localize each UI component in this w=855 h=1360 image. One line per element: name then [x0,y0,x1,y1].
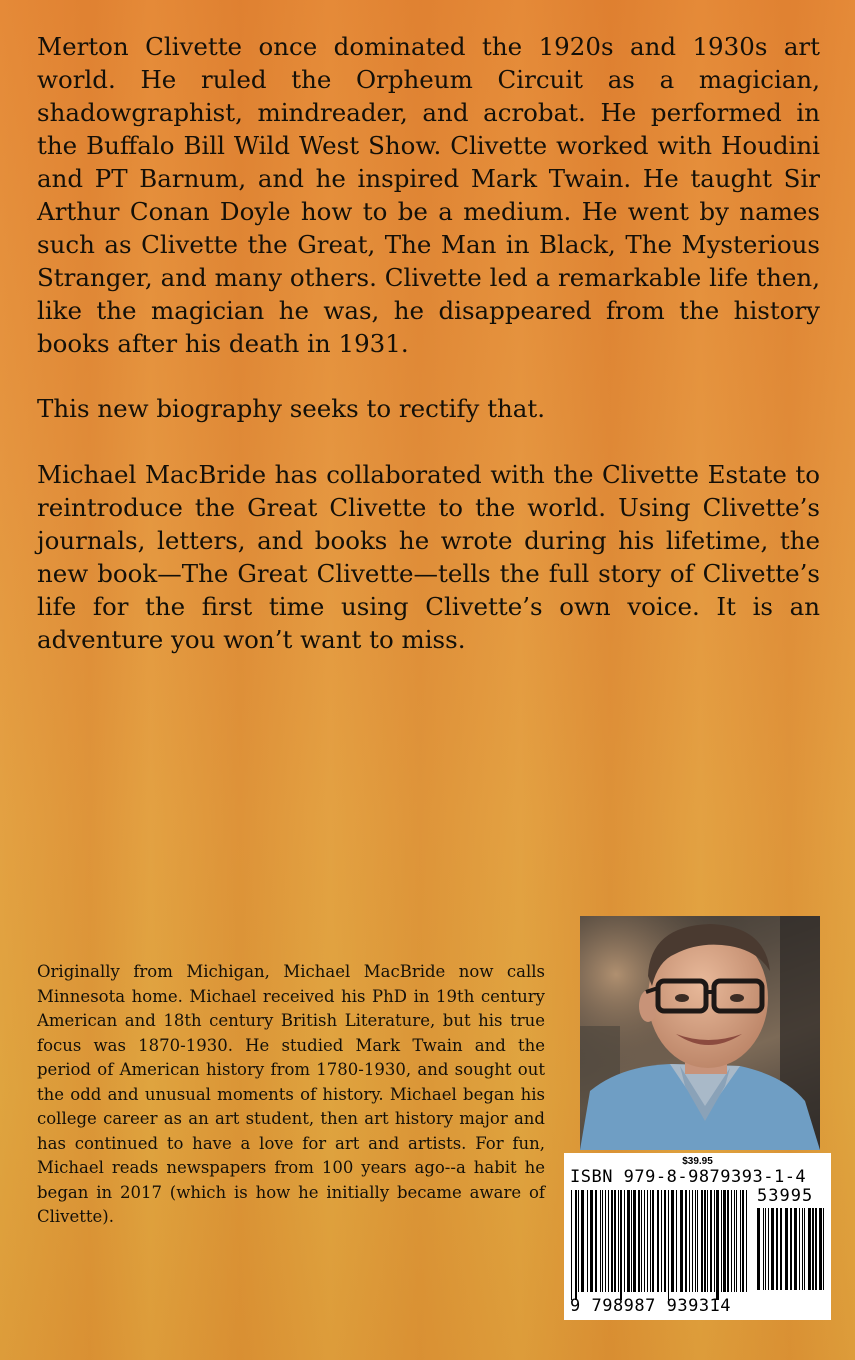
barcode-bar [627,1190,630,1292]
barcode-bar [727,1190,729,1292]
barcode-bar [794,1208,797,1290]
barcode-bar [689,1190,690,1292]
barcode-bar [710,1190,712,1292]
barcode-bar [638,1190,640,1292]
barcode-bar [587,1190,588,1292]
barcode-bar [657,1190,659,1292]
barcode-bar [620,1190,622,1300]
author-bio: Originally from Michigan, Michael MacBride now calls Minnesota home. Michael received his PhD in 19th century American and 18th century British Literature, but his true focus was 1870-1930. He studied Mark Twain and the period of American history from 1780-1930, and sought out the odd and unusual moments of history. Michael began his college career as an art student, then art history major and has continued to have a love for art and artists. For fun, Michael reads newspapers from 100 years ago--a habit he began in 2017 (which is how he initially became aware of Clivette). [37,962,545,1226]
barcode-bar [734,1190,735,1292]
barcode-bar [650,1190,651,1292]
barcode-bar [692,1190,693,1292]
barcode-bar [647,1190,648,1292]
barcode-bar [641,1190,642,1292]
barcode-bar [633,1190,636,1292]
barcode-bar [771,1208,774,1290]
barcode-bar [618,1190,619,1292]
barcode-bar [707,1190,708,1292]
barcode-bar [611,1190,613,1292]
barcode-bar [695,1190,696,1292]
barcode-bar [802,1208,803,1290]
barcode-bar [746,1190,747,1292]
barcode-bar [808,1208,811,1290]
blurb-paragraph-1: Merton Clivette once dominated the 1920s and 1930s art world. He ruled the Orpheum Circuit as a magician, shadowgraphist, mindreader, and acrobat. He performed in the Buffalo Bill Wild West Show. Clivette worked with Houdini and PT Barnum, and he inspired Mark Twain. He taught Sir Arthur Conan Doyle how to be a medium. He went by names such as Clivette the Great, The Man in Black, The Mysterious Stranger, and many others. Clivette led a remarkable life then, like the magician he was, he disappeared from the history books after his death in 1931. [37,32,820,358]
barcode-bar [736,1190,737,1292]
barcode-bar [697,1190,698,1292]
isbn-barcode [564,1153,831,1320]
barcode-bar [671,1190,674,1292]
barcode-bar [765,1208,766,1290]
barcode-bar [721,1190,722,1292]
barcode-bar [776,1208,778,1290]
barcode-bar [799,1208,800,1290]
author-portrait-illustration [580,916,820,1150]
barcode-bar [823,1208,824,1290]
barcode-bar [785,1208,788,1290]
ean-barcode-bars [571,1190,747,1300]
barcode-bar [701,1190,703,1292]
barcode-bar [652,1190,654,1292]
barcode-bar [590,1190,593,1292]
barcode-bar [819,1208,822,1290]
barcode-bar [812,1208,814,1290]
barcode-bar [685,1190,687,1292]
barcode-bar [631,1190,632,1292]
barcode-bar [578,1190,579,1292]
barcode-bar [742,1190,744,1292]
price-label: $39.95 [682,1156,713,1167]
barcode-bar [614,1190,616,1292]
barcode-bar [664,1190,666,1292]
barcode-bar [605,1190,606,1292]
barcode-bar [595,1190,597,1292]
barcode-bar [644,1190,645,1292]
blurb-paragraph-2: This new biography seeks to rectify that. [37,394,546,423]
blurb-paragraph-3: Michael MacBride has collaborated with the Clivette Estate to reintroduce the Great Clivette to the world. Using Clivette’s journals, letters, and books he wrote during his lifetime, the new book—The Great Clivette—tells the full story of Clivette’s life for the first time using Clivette’s own voice. It is an adventure you won’t want to miss. [37,460,820,654]
ean-number: 9 798987 939314 [570,1296,732,1316]
isbn-label: ISBN 979-8-9879393-1-4 [570,1167,807,1187]
barcode-bar [704,1190,706,1292]
barcode-bar [757,1208,760,1290]
price-addon-code: 53995 [757,1186,814,1206]
barcode-bar [740,1190,741,1292]
barcode-bar [602,1190,603,1292]
barcode-bar [815,1208,817,1290]
barcode-bar [581,1190,584,1292]
addon-barcode-bars [757,1208,824,1298]
barcode-bar [571,1190,572,1300]
barcode-bar [668,1190,669,1300]
barcode-bar [600,1190,601,1292]
barcode-bar [608,1190,609,1292]
author-photo [580,916,820,1150]
barcode-bar [624,1190,625,1292]
barcode-bar [714,1190,715,1292]
barcode-bar [676,1190,677,1292]
barcode-bar [575,1190,577,1300]
barcode-bar [768,1208,769,1290]
barcode-bar [680,1190,683,1292]
barcode-bar [731,1190,732,1292]
barcode-bar [716,1190,719,1300]
barcode-bar [723,1190,726,1292]
barcode-bar [661,1190,662,1292]
barcode-bar [804,1208,805,1290]
barcode-bar [763,1208,764,1290]
barcode-bar [780,1208,782,1290]
barcode-bar [790,1208,792,1290]
